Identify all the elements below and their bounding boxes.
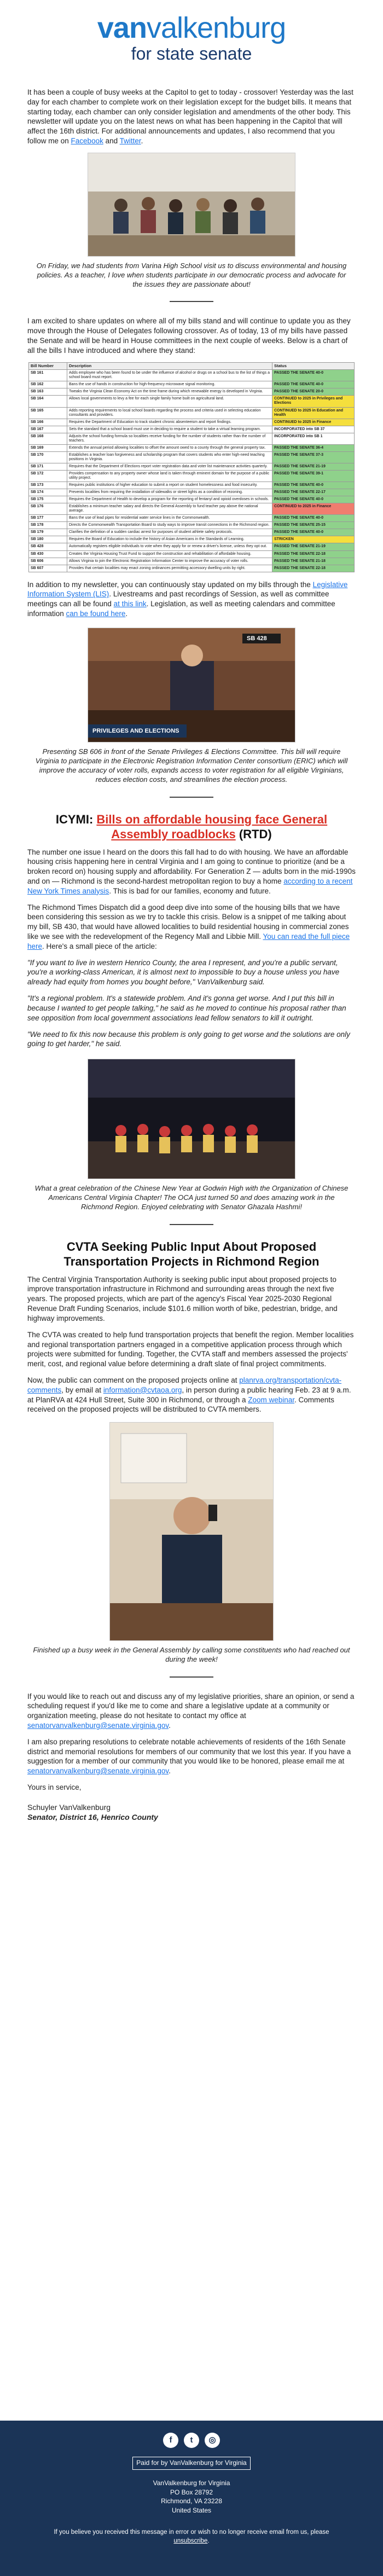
bill-row <box>29 536 355 543</box>
bill-row <box>29 433 355 444</box>
bill-number: SB 163 <box>29 388 67 396</box>
students-visit-photo <box>88 153 295 257</box>
bill-row <box>29 503 355 515</box>
quote-3: "We need to fix this now because this problem is only going to get worse and the solutions are only going to get harder," he said. <box>27 1030 350 1048</box>
bill-description: Directs the Commonwealth Transportation Board to study ways to improve transit connections in the Richmond region. <box>67 522 272 529</box>
cvta-paragraph-3 <box>27 1376 356 1414</box>
bill-description: Bans the use of hands in construction for high-frequency microwave signal monitoring. <box>67 381 272 388</box>
icymi-prefix: ICYMI: <box>55 812 97 826</box>
bill-row <box>29 426 355 433</box>
bill-description: Requires that the Department of Elections report voter registration data and voter list maintenance activities quarterly. <box>67 463 272 470</box>
bill-row <box>29 451 355 463</box>
bill-description: Provides that certain localities may enact zoning ordinances permitting accessory dwelling units by right. <box>67 565 272 572</box>
lis-text-b: . Livestreams and past recordings of Session, as well as committee meetings can all be found <box>27 590 329 608</box>
bill-description: Tweaks the Virginia Clean Economy Act on the time frame during which renewable energy is developed in Virginia. <box>67 388 272 396</box>
bill-description: Automatically registers eligible individuals to vote when they apply for or renew a driver's license, unless they opt out. <box>67 543 272 550</box>
icymi-p2-text: The Richmond Times Dispatch did a good deep dive into some of the housing bills that we have been considering this session as we try to tackle this crisis. Below is a snippet of me talking about my bill, SB 430, that would have allowed localities to build residential housing in commercial zones like we see with the redevelopment of the Regency Mall and Libbie Mill. <box>27 903 349 941</box>
paid-for-box: Paid for by VanValkenburg for Virginia <box>132 2457 250 2470</box>
lis-paragraph <box>27 580 356 619</box>
unsubscribe-text: If you believe you received this message in error or wish to no longer receive email from us, please <box>54 2529 329 2536</box>
bill-status: PASSED THE SENATE 40-0 <box>272 482 355 489</box>
bill-status: PASSED THE SENATE 40-0 <box>272 381 355 388</box>
section-divider <box>170 797 213 798</box>
bills-header-description: Description <box>67 362 272 370</box>
photo3-caption: What a great celebration of the Chinese New Year at Godwin High with the Organization of Chinese Americans Central Virginia Chapter! The OCA just turned 50 and does amazing work in the Richmond Region. Enjoyed celebrating with Senator Ghazala Hashmi! <box>34 1184 349 1211</box>
intro-text: It has been a couple of busy weeks at the Capitol to get to today - crossover! Yesterday was the last day for each chamber to complete work on their legislation except for the budget bills. It means that starting today, each chamber can only consider legislation and amendments of the other body. This newsletter will update you on the latest news on what has been happening in the Capitol that will affect the 16th district. For additional announcements and updates, I also recommend that you follow me on <box>27 88 353 146</box>
bill-status: INCORPORATED into SB 37 <box>272 426 355 433</box>
bill-number: SB 168 <box>29 433 67 444</box>
icymi-article-link[interactable]: Bills on affordable housing face General Assembly roadblocks <box>96 812 328 842</box>
bill-number: SB 180 <box>29 536 67 543</box>
lis-text-a: In addition to my newsletter, you can continuously stay updated on my bills through the <box>27 580 313 589</box>
bill-description: Requires the Department of Education to track student chronic absenteeism and report findings. <box>67 419 272 426</box>
bill-number: SB 179 <box>29 529 67 536</box>
calendar-link[interactable]: can be found here <box>66 610 126 618</box>
cvta-paragraph-2: The CVTA was created to help fund transportation projects that benefit the region. Member localities and regional transportation partners engaged in a competitive application process through which projects were submitted for funding. Together, the CVTA staff and members assessed the projects' merit, cost, and regional value before determining a draft slate of final project commitments. <box>27 1330 354 1368</box>
newsletter-footer <box>0 2421 383 2576</box>
bill-row <box>29 489 355 496</box>
icymi-p1-end: . This is bad for our families, economy and future. <box>109 886 271 895</box>
twitter-icon[interactable]: t <box>184 2433 199 2448</box>
bill-number: SB 166 <box>29 419 67 426</box>
facebook-link[interactable]: Facebook <box>71 137 103 146</box>
bill-status: PASSED THE SENATE 20-0 <box>272 388 355 396</box>
sb-label: SB 428 <box>247 635 267 642</box>
bill-row <box>29 543 355 550</box>
bill-status: PASSED THE SENATE 21-19 <box>272 463 355 470</box>
unsubscribe-notice <box>0 2528 383 2545</box>
bill-row <box>29 370 355 381</box>
phone-calls-photo <box>109 1422 274 1641</box>
closing-paragraph-2 <box>27 1737 356 1776</box>
bill-description: Allows Virginia to join the Electronic Registration Information Center to improve the accuracy of voter rolls. <box>67 558 272 565</box>
signature-name: Schuyler VanValkenburg <box>27 1802 111 1812</box>
address-line-3: Richmond, VA 23228 <box>161 2497 222 2505</box>
cvta-p3-text-a: Now, the public can comment on the proposed projects online at <box>27 1376 240 1384</box>
bill-status: STRICKEN <box>272 536 355 543</box>
bill-number: SB 428 <box>29 543 67 550</box>
icymi-p2-end: . Here's a small piece of the article: <box>42 942 157 950</box>
bill-number: SB 175 <box>29 496 67 503</box>
cvta-heading: CVTA Seeking Public Input About Proposed Transportation Projects in Richmond Region <box>63 1239 320 1269</box>
bill-row <box>29 388 355 396</box>
livestream-link[interactable]: at this link <box>113 600 147 608</box>
bill-status: PASSED THE SENATE 40-0 <box>272 515 355 522</box>
lunar-new-year-illustration <box>88 1059 295 1179</box>
bill-number: SB 162 <box>29 381 67 388</box>
bill-number: SB 161 <box>29 370 67 381</box>
bills-header-number: Bill Number <box>29 362 67 370</box>
bill-number: SB 176 <box>29 503 67 515</box>
closing-p1-end: . <box>169 1721 171 1730</box>
bill-row <box>29 419 355 426</box>
photo2-caption: Presenting SB 606 in front of the Senate Privileges & Elections Committee. This bill will require Virginia to participate in the Electronic Registration Information Center consortium (ERIC) which will improve the accuracy of voter rolls, expands access to voter registration for all eligible Virginians, reduces election costs, and streamlines the election process. <box>35 747 348 784</box>
bill-number: SB 177 <box>29 515 67 522</box>
closing-paragraph-1 <box>27 1692 356 1731</box>
unsubscribe-end: . <box>207 2537 210 2544</box>
bill-row <box>29 463 355 470</box>
section-divider <box>170 1676 213 1678</box>
bill-description: Adjusts the school funding formula so localities receive funding for the number of students rather than the number of teachers. <box>67 433 272 444</box>
zoom-webinar-link[interactable]: Zoom webinar <box>248 1395 295 1404</box>
bill-description: Requires the Department of Health to develop a program for the reporting of fentanyl and opioid overdoses in schools. <box>67 496 272 503</box>
icymi-paragraph-1 <box>27 848 356 896</box>
bill-status: PASSED THE SENATE 39-1 <box>272 470 355 481</box>
signature-title: Senator, District 16, Henrico County <box>27 1813 158 1822</box>
facebook-icon[interactable]: f <box>163 2433 178 2448</box>
bill-status: INCORPORATED into SB 1 <box>272 433 355 444</box>
bill-row <box>29 558 355 565</box>
bill-description: Provides compensation to any property owner whose land is taken through eminent domain for the purpose of a public utility project. <box>67 470 272 481</box>
quote-2: "It's a regional problem. It's a statewide problem. And it's gonna get worse. And I put this bill in because I wanted to get people talking," he said as he moved to continue his proposal rather than see opposition from local government associations lead fellow senators to kill it outright. <box>27 994 346 1022</box>
newsletter-body <box>27 88 356 1823</box>
bill-description: Clarifies the definition of a sudden cardiac arrest for purposes of student athlete safety protocols. <box>67 529 272 536</box>
bill-description: Prevents localities from requiring the installation of sidewalks or street lights as a condition of rezoning. <box>67 489 272 496</box>
students-visit-illustration <box>88 153 295 257</box>
intro-paragraph <box>27 88 356 146</box>
bill-status: PASSED THE SENATE 37-3 <box>272 451 355 463</box>
bill-row <box>29 407 355 419</box>
quote-1: "If you want to live in western Henrico County, the area I represent, and you're a public servant, you're a working-class American, it is almost next to impossible to buy a house unless you have already had equity from homes you bought before," VanValkenburg said. <box>27 958 340 987</box>
bill-description: Establishes a teacher loan forgiveness and scholarship program that covers students who enter high-need teaching positions in Virginia. <box>67 451 272 463</box>
bill-description: Creates the Virginia Housing Trust Fund to support the construction and rehabilitation of affordable housing. <box>67 550 272 558</box>
newsletter-header <box>0 0 383 63</box>
bill-row <box>29 482 355 489</box>
bills-intro-paragraph: I am excited to share updates on where all of my bills stand and will continue to update you as they move through the House of Delegates following crossover. As of today, 13 of my bills have passed the Senate and will be heard in House committees in the next couple of weeks. Below is a chart of all the bills I have introduced and where they stand: <box>27 317 351 355</box>
social-links <box>0 2433 383 2448</box>
bill-row <box>29 515 355 522</box>
mailing-address <box>0 2479 383 2515</box>
bill-description: Adds employee who has been found to be under the influence of alcohol or drugs on a school bus to the list of things a school board must report. <box>67 370 272 381</box>
office-email-link[interactable]: senatorvanvalkenburg@senate.virginia.gov <box>27 1721 169 1730</box>
bill-row <box>29 565 355 572</box>
bill-row <box>29 550 355 558</box>
bill-number: SB 172 <box>29 470 67 481</box>
committee-photo <box>88 628 295 742</box>
logo-subtitle: for state senate <box>131 44 252 63</box>
twitter-link[interactable]: Twitter <box>119 137 141 146</box>
bill-status: PASSED THE SENATE 22-18 <box>272 550 355 558</box>
bill-status: PASSED THE SENATE 40-0 <box>272 529 355 536</box>
instagram-icon[interactable]: ◎ <box>205 2433 220 2448</box>
cvta-paragraph-1: The Central Virginia Transportation Authority is seeking public input about proposed projects to improve transportation infrastructure in Richmond and surrounding areas through the next five years. The proposed projects, which are part of the agency's Fiscal Year 2025-2030 Regional Revenue Draft Funding Scenarios, include $101.6 million worth of bike, pedestrian, bridge, and highway improvements. <box>27 1275 338 1322</box>
icymi-suffix: (RTD) <box>235 827 272 842</box>
bill-status: CONTINUED to 2025 in Privileges and Elections <box>272 396 355 407</box>
bill-row <box>29 496 355 503</box>
cvta-p3-text-c: , in person during a public hearing Feb. 23 at 9 a.m. at PlanRVA at 424 Hull Street, Suite 300 in Richmond, or through a <box>27 1385 351 1404</box>
bill-description: Adds reporting requirements to local school boards regarding the process and criteria used in selecting education consultants and providers. <box>67 407 272 419</box>
bill-row <box>29 381 355 388</box>
full-piece-link[interactable]: You can read the full piece here <box>27 932 350 950</box>
section-divider <box>170 301 213 302</box>
bill-number: SB 173 <box>29 482 67 489</box>
bill-row <box>29 470 355 481</box>
bill-status: PASSED THE SENATE 40-0 <box>272 496 355 503</box>
logo-van: van <box>97 11 147 44</box>
bill-number: SB 606 <box>29 558 67 565</box>
bill-number: SB 170 <box>29 451 67 463</box>
bills-header-status: Status <box>272 362 355 370</box>
lis-text-c: . Legislation, as well as meeting calendars and committee information <box>27 600 335 618</box>
committee-illustration <box>88 628 295 742</box>
bill-row <box>29 522 355 529</box>
bills-table-header-row <box>29 362 355 370</box>
address-line-4: United States <box>171 2507 212 2515</box>
intro-and: and <box>103 137 120 146</box>
bill-description: Bans the use of lead pipes for residential water service lines in the Commonwealth. <box>67 515 272 522</box>
bill-row <box>29 529 355 536</box>
bill-row <box>29 396 355 407</box>
cvta-p3-text-d: . Comments received on the proposed projects will be distributed to CVTA members. <box>27 1395 334 1414</box>
bill-status: PASSED THE SENATE 36-4 <box>272 444 355 451</box>
bill-number: SB 169 <box>29 444 67 451</box>
lis-text-d: . <box>125 610 128 618</box>
lis-link[interactable]: Legislative Information System (LIS) <box>27 580 348 599</box>
bill-number: SB 171 <box>29 463 67 470</box>
address-line-1: VanValkenburg for Virginia <box>153 2479 230 2487</box>
resolutions-email-link[interactable]: senatorvanvalkenburg@senate.virginia.gov <box>27 1767 169 1776</box>
bill-status: CONTINUED to 2025 in Education and Health <box>272 407 355 419</box>
committee-banner: PRIVILEGES AND ELECTIONS <box>92 727 179 734</box>
lunar-new-year-photo <box>88 1059 295 1179</box>
bill-status: CONTINUED to 2025 in Finance <box>272 419 355 426</box>
bill-number: SB 167 <box>29 426 67 433</box>
signoff: Yours in service, <box>27 1783 82 1792</box>
icymi-paragraph-2 <box>27 903 356 952</box>
bill-number: SB 165 <box>29 407 67 419</box>
closing-p1-text: If you would like to reach out and discuss any of my legislative priorities, share an opinion, or send a scheduling request if you'd like me to come and share a legislative update at a community or organization meeting, please do not hesitate to contact my office at <box>27 1692 355 1720</box>
bill-number: SB 164 <box>29 396 67 407</box>
bill-description: Extends the annual period allowing localities to offset the amount owed to a county through the general property tax. <box>67 444 272 451</box>
cvta-p3-text-b: , by email at <box>61 1385 103 1394</box>
bills-table-body <box>29 370 355 572</box>
bill-status: CONTINUED to 2025 in Finance <box>272 503 355 515</box>
bill-description: Sets the standard that a school board must use in deciding to require a student to take a virtual learning program. <box>67 426 272 433</box>
closing-p2-end: . <box>169 1767 171 1776</box>
bill-status: PASSED THE SENATE 22-18 <box>272 565 355 572</box>
bill-status: PASSED THE SENATE 21-18 <box>272 558 355 565</box>
bills-status-table <box>28 362 355 572</box>
section-divider <box>170 1224 213 1225</box>
icymi-p1-text: The number one issue I heard on the doors this fall had to do with housing. We have an affordable housing crisis happening here in central Virginia and I am going to continue to prioritize (and be a broken record on) housing supply and affordability. For Generation Z — adults born in the mid-1990s and on — Richmond is the second-hardest metropolitan region to buy a home <box>27 848 356 885</box>
bill-status: PASSED THE SENATE 25-15 <box>272 522 355 529</box>
bill-description: Allows local governments to levy a fee for each single family home built on agricultural land. <box>67 396 272 407</box>
bill-number: SB 607 <box>29 565 67 572</box>
nyt-analysis-link[interactable]: according to a recent New York Times analysis <box>27 877 353 895</box>
bill-row <box>29 444 355 451</box>
campaign-logo <box>0 13 383 43</box>
photo4-caption: Finished up a busy week in the General Assembly by calling some constituents who had reached out during the week! <box>33 1646 350 1664</box>
bill-number: SB 178 <box>29 522 67 529</box>
bill-number: SB 430 <box>29 550 67 558</box>
icymi-heading <box>27 812 356 842</box>
bill-description: Establishes a minimum teacher salary and directs the General Assembly to fund teacher pay above the national average. <box>67 503 272 515</box>
bill-status: PASSED THE SENATE 40-0 <box>272 370 355 381</box>
closing-p2-text: I am also preparing resolutions to celebrate notable achievements of residents of the 16th Senate district and memorial resolutions for members of our community that we lost this year. If you have a suggestion for a member of our community that you would like to be honored, please email me at <box>27 1737 351 1766</box>
cvta-email-link[interactable]: information@cvtaoa.org <box>103 1385 182 1394</box>
photo1-caption: On Friday, we had students from Varina High School visit us to discuss environmental and housing policies. As a teacher, I love when students participate in our democratic process and advocate for the issues they are passionate about! <box>36 261 347 289</box>
bill-status: PASSED THE SENATE 22-17 <box>272 489 355 496</box>
unsubscribe-link[interactable]: unsubscribe <box>173 2537 208 2544</box>
logo-valkenburg: valkenburg <box>146 11 286 44</box>
bill-number: SB 174 <box>29 489 67 496</box>
cvta-comments-link[interactable]: planrva.org/transportation/cvta-comments <box>27 1376 342 1394</box>
bill-description: Requires public institutions of higher education to submit a report on student homelessness and food insecurity. <box>67 482 272 489</box>
address-line-2: PO Box 28792 <box>170 2488 213 2496</box>
phone-calls-illustration <box>110 1423 274 1641</box>
bill-description: Requires the Board of Education to include the history of Asian Americans in the Standards of Learning. <box>67 536 272 543</box>
bill-status: PASSED THE SENATE 21-19 <box>272 543 355 550</box>
intro-end: . <box>141 137 143 146</box>
